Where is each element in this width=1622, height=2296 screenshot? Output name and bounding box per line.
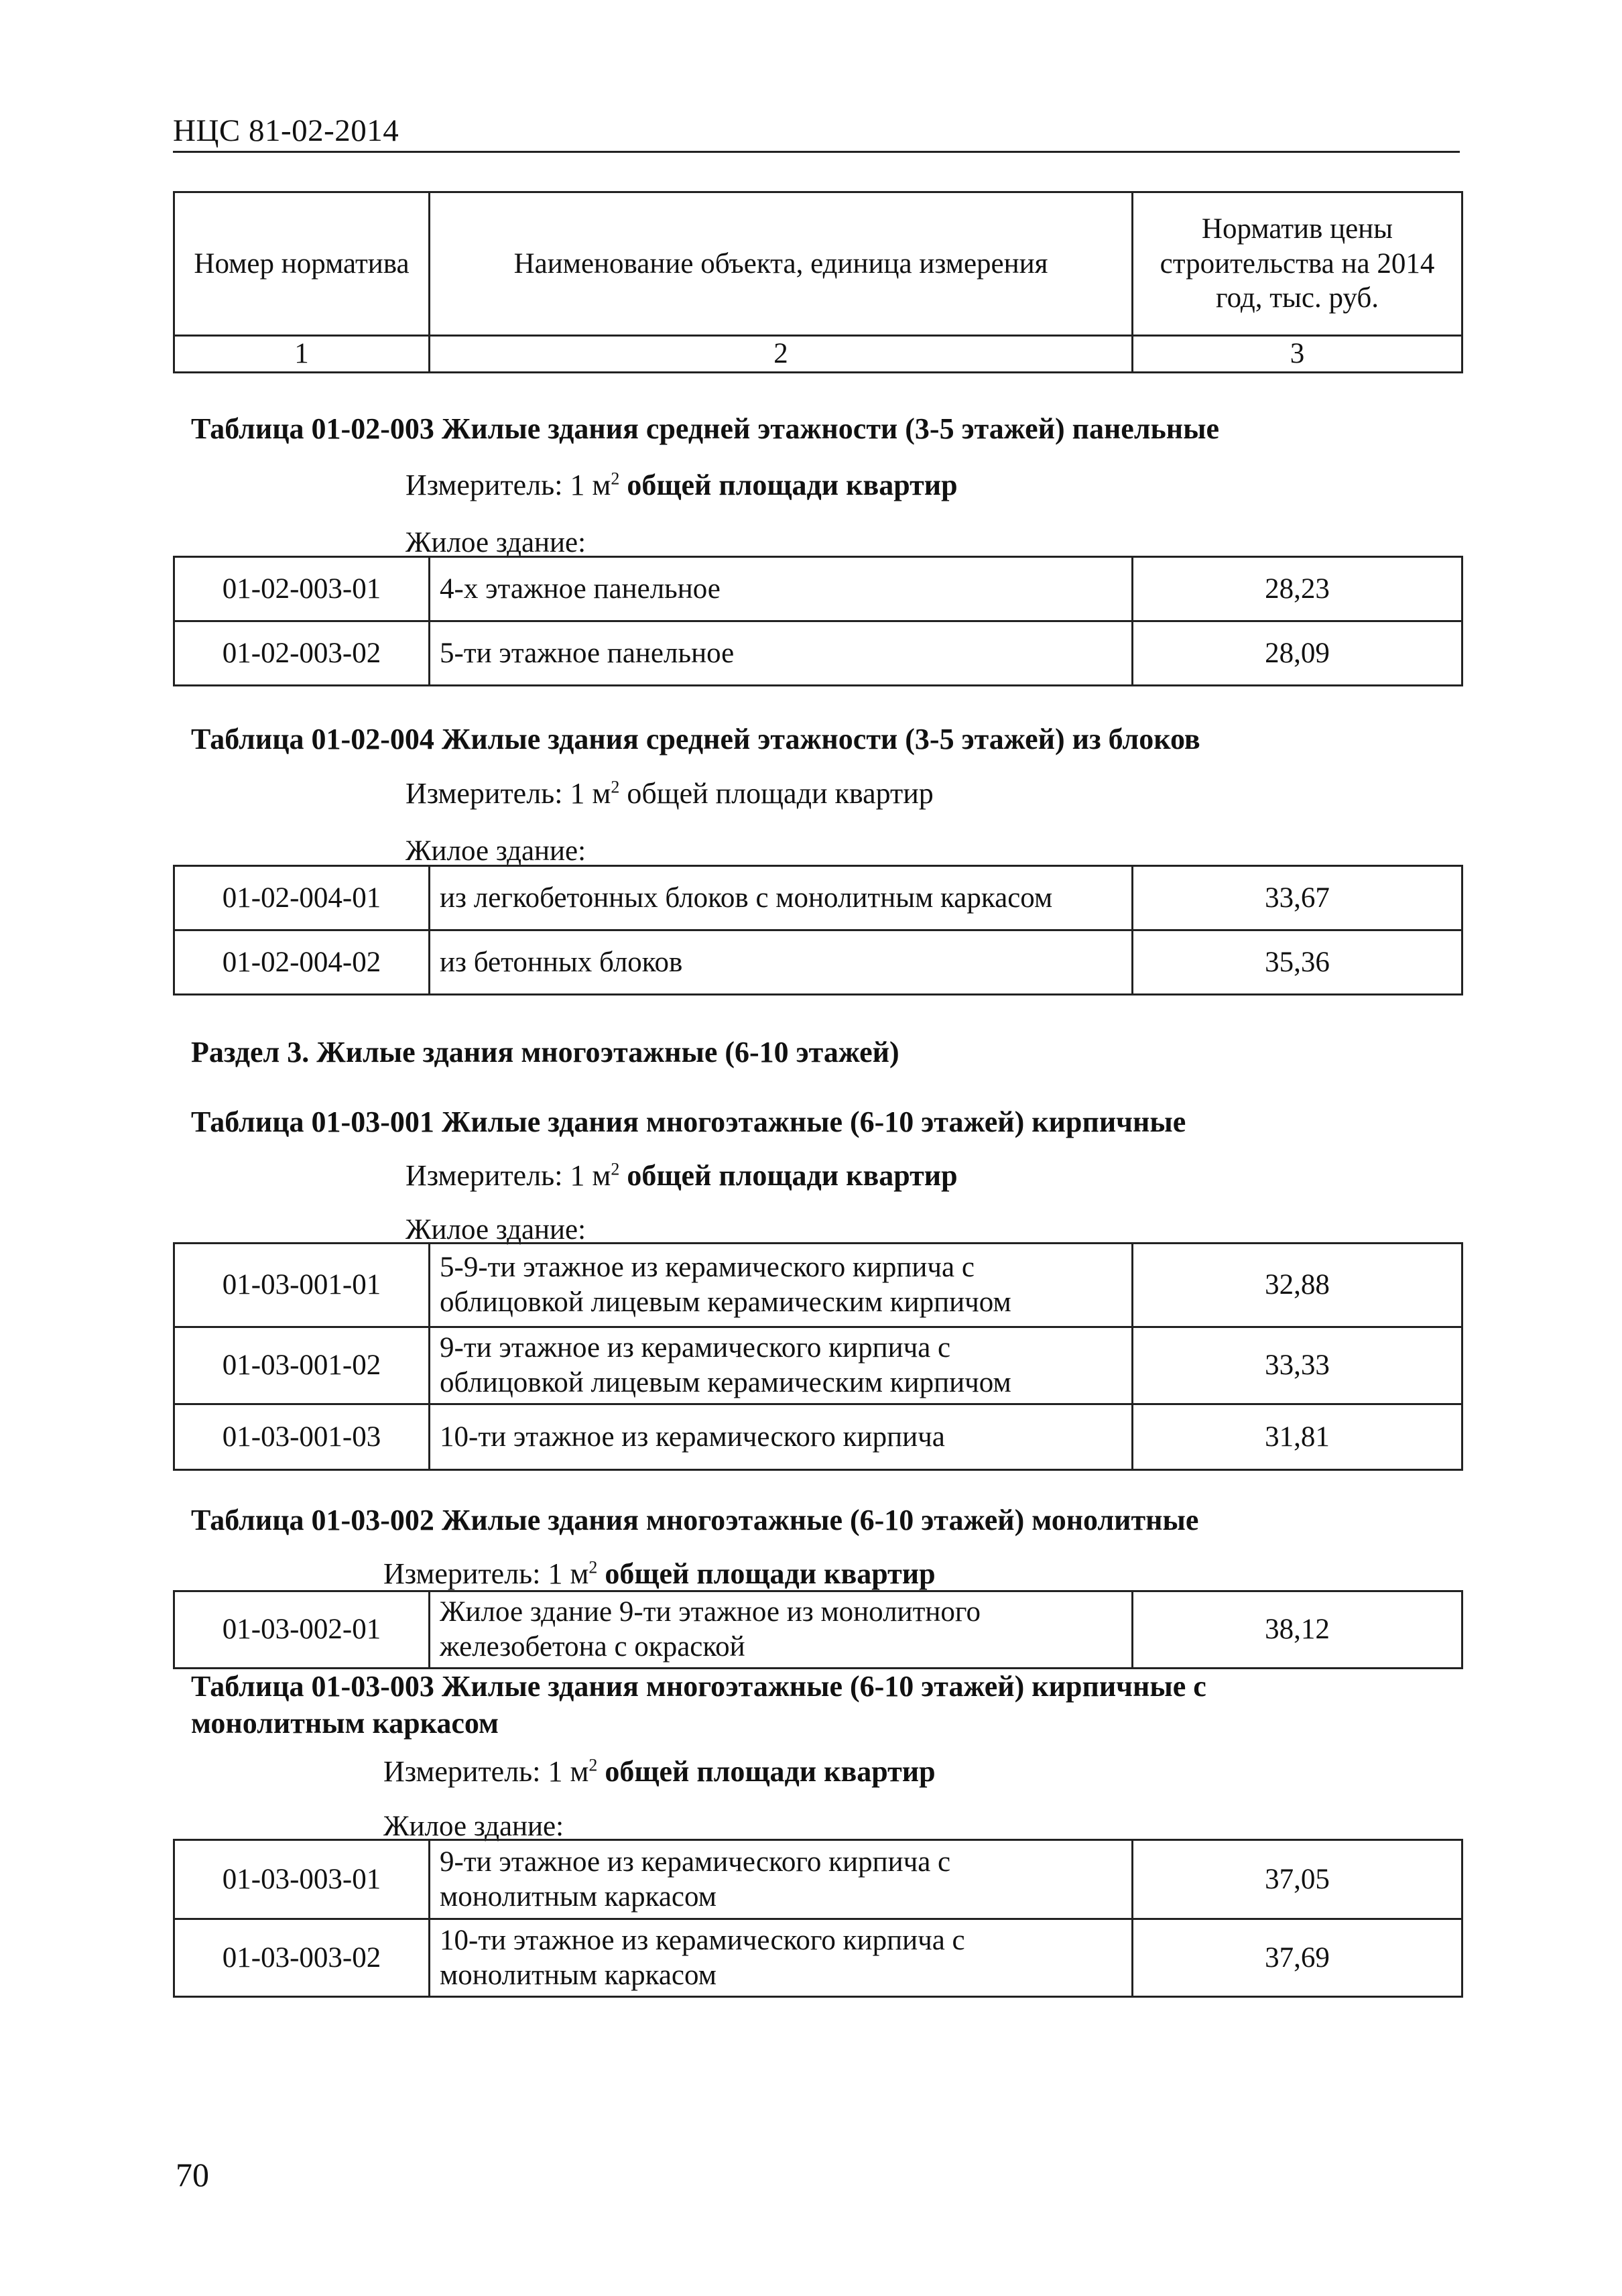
table-row [174,1244,1462,1327]
table-row [174,866,1462,930]
row-name: из легкобетонных блоков с монолитным каркасом [430,866,1133,930]
subhead-01-03-001: Жилое здание: [406,1214,586,1246]
measure-01-03-003: Измеритель: 1 $м^2$ общей площади квартир [383,1755,936,1788]
table-row [174,557,1462,621]
row-name: Жилое здание 9-ти этажное из монолитного железобетона с окраской [430,1591,1133,1669]
row-value: 37,05 [1133,1840,1462,1919]
row-code: 01-03-001-02 [174,1327,430,1404]
col-header-name: Наименование объекта, единица измерения [430,192,1133,336]
table-title-01-03-002: Таблица 01-03-002 Жилые здания многоэтажные (6-10 этажей) монолитные [191,1504,1199,1536]
row-value: 33,33 [1133,1327,1462,1404]
table-row [174,1840,1462,1919]
row-name: 4-х этажное панельное [430,557,1133,621]
row-name: 10-ти этажное из керамического кирпича [430,1404,1133,1470]
row-value: 28,09 [1133,621,1462,686]
measure-01-03-002: Измеритель: 1 $м^2$ общей площади квартир [383,1557,936,1590]
row-value: 33,67 [1133,866,1462,930]
row-value: 31,81 [1133,1404,1462,1470]
row-code: 01-03-003-01 [174,1840,430,1919]
table-row [174,621,1462,686]
header-rule [173,151,1460,153]
table-row [174,1591,1462,1669]
table-row [174,1404,1462,1470]
col-number-1: 1 [174,336,430,373]
col-number-3: 3 [1133,336,1462,373]
row-value: 38,12 [1133,1591,1462,1669]
table-01-02-004 [173,865,1463,995]
table-title-01-03-001: Таблица 01-03-001 Жилые здания многоэтажные (6-10 этажей) кирпичные [191,1105,1186,1138]
table-row [174,1327,1462,1404]
measure-01-02-004: Измеритель: 1 $м^2$ общей площади квартир [406,777,934,810]
row-name: 10-ти этажное из керамического кирпича с монолитным каркасом [430,1919,1133,1997]
table-title-01-02-004: Таблица 01-02-004 Жилые здания средней этажности (3-5 этажей) из блоков [191,723,1200,756]
col-header-price: Норматив цены строительства на 2014 год, тыс. руб. [1133,192,1462,336]
row-code: 01-03-003-02 [174,1919,430,1997]
section-title-razdel-3: Раздел 3. Жилые здания многоэтажные (6-10 этажей) [191,1036,899,1069]
row-value: 28,23 [1133,557,1462,621]
row-value: 37,69 [1133,1919,1462,1997]
table-01-03-003 [173,1839,1463,1998]
subhead-01-02-003: Жилое здание: [406,527,586,558]
row-code: 01-03-002-01 [174,1591,430,1669]
row-code: 01-02-004-01 [174,866,430,930]
table-01-03-002 [173,1590,1463,1669]
document-code: НЦС 81-02-2014 [173,113,399,148]
table-row [174,930,1462,995]
row-name: 9-ти этажное из керамического кирпича с облицовкой лицевым керамическим кирпичом [430,1327,1133,1404]
page-number: 70 [176,2156,209,2193]
row-name: из бетонных блоков [430,930,1133,995]
column-header-table [173,191,1463,373]
subhead-01-03-003: Жилое здание: [383,1811,564,1842]
row-code: 01-02-003-02 [174,621,430,686]
table-row [174,1919,1462,1997]
row-name: 5-ти этажное панельное [430,621,1133,686]
row-name: 9-ти этажное из керамического кирпича с монолитным каркасом [430,1840,1133,1919]
measure-01-03-001: Измеритель: 1 $м^2$ общей площади квартир [406,1159,958,1192]
measure-01-02-003: Измеритель: 1 $м^2$ общей площади квартир [406,469,958,501]
subhead-01-02-004: Жилое здание: [406,835,586,867]
table-01-02-003 [173,556,1463,686]
row-code: 01-02-004-02 [174,930,430,995]
row-code: 01-03-001-03 [174,1404,430,1470]
table-01-03-001 [173,1242,1463,1471]
row-name: 5-9-ти этажное из керамического кирпича с облицовкой лицевым керамическим кирпичом [430,1244,1133,1327]
table-title-01-02-003: Таблица 01-02-003 Жилые здания средней этажности (3-5 этажей) панельные [191,412,1220,445]
row-value: 35,36 [1133,930,1462,995]
col-header-number: Номер норматива [174,192,430,336]
col-number-2: 2 [430,336,1133,373]
row-code: 01-02-003-01 [174,557,430,621]
row-code: 01-03-001-01 [174,1244,430,1327]
table-title-01-03-003: Таблица 01-03-003 Жилые здания многоэтажные (6-10 этажей) кирпичные с монолитным каркасом [191,1670,1206,1740]
row-value: 32,88 [1133,1244,1462,1327]
